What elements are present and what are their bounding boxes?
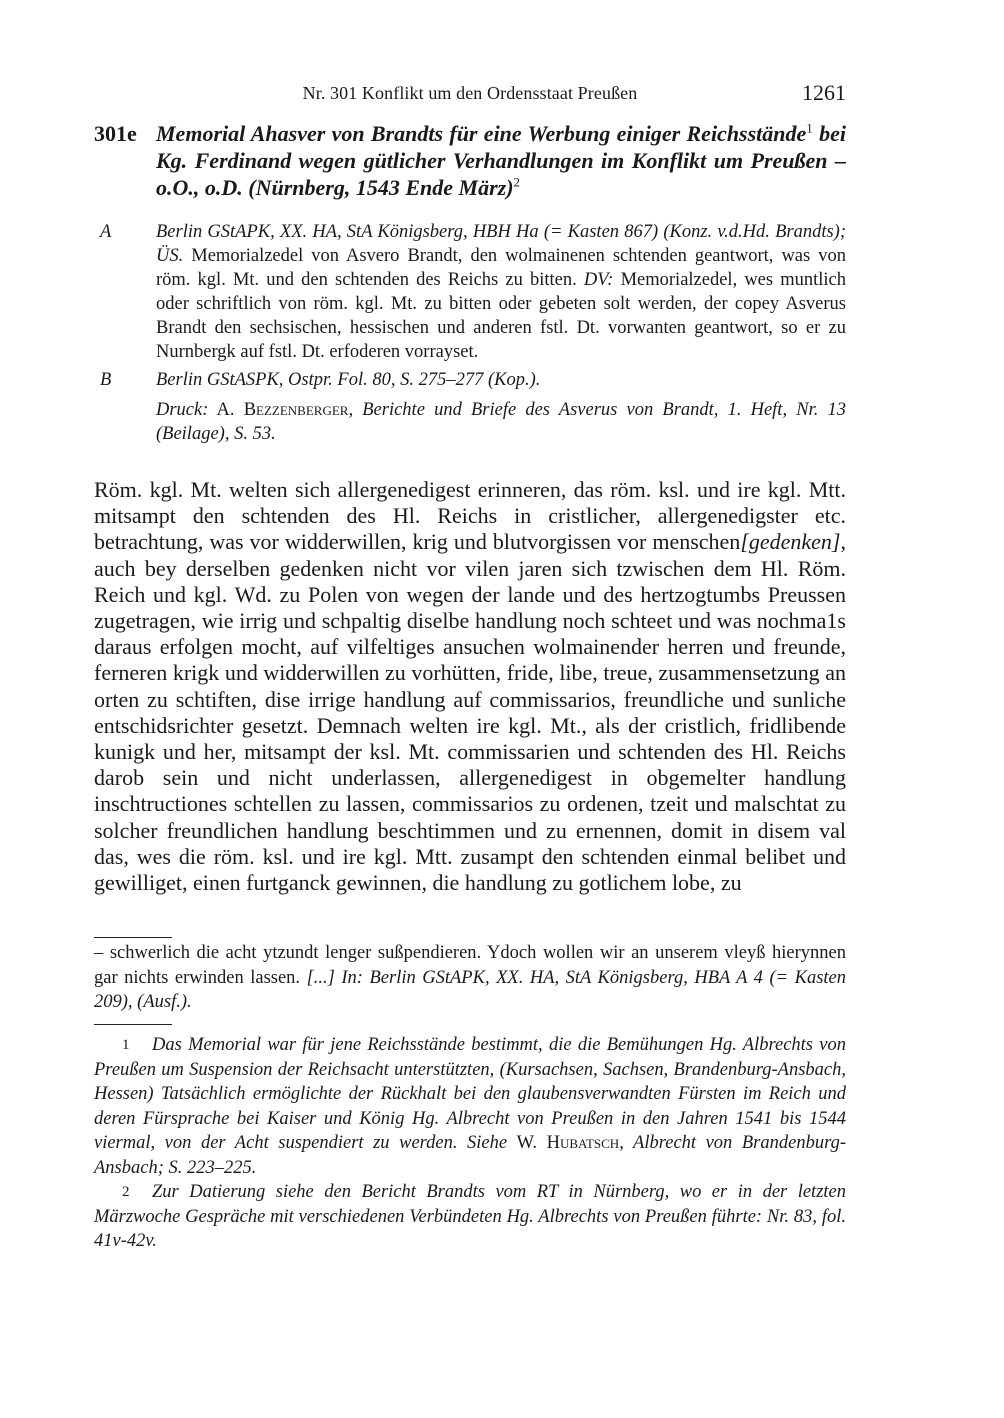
print-author: Bezzenberger [243,400,349,420]
running-title: Nr. 301 Konflikt um den Ordensstaat Preußen [302,83,638,103]
print-label: Druck: [156,400,209,420]
source-a-dv-label: DV: [583,270,614,290]
source-apparatus [94,220,846,450]
continued-note-source: [...] In: Berlin GStAPK, XX. HA, StA Königsberg, HBA A 4 (= Kasten 209), (Ausf.). [94,967,847,1012]
running-head [94,80,846,106]
main-text-part-1: Röm. kgl. Mt. welten sich allergenedigest erinneren, das röm. ksl. und ire kgl. Mtt. mitsampt den schtenden des Hl. Reichs in cristlicher, allergenedigster etc. betrachtung, was vor widderwillen, krig und blutvorgissen vor menschen [94,477,846,555]
footnote-rule [94,1024,172,1025]
source-a-text: Memorialzedel von Asvero Brandt, den wolmainenen schtenden geantwort, was von röm. kgl. Mt. und den schtenden des Reichs zu bitten. [156,246,846,290]
separator-rule [94,937,172,938]
footnote-1-author: Hubatsch [546,1133,620,1153]
continued-note-text: – schwerlich die acht ytzundt lenger sußpendieren. Ydoch wollen wir an unserem vleyß hierynnen gar nichts erwinden lassen. [94,943,846,988]
footnote-2-mark: 2 [122,1184,130,1200]
footnotes [94,1033,846,1254]
continued-note [94,941,846,1015]
source-a [94,220,846,364]
document-title [156,120,846,201]
footnote-ref-1: 1 [806,120,813,136]
footnote-ref-2: 2 [513,174,521,190]
main-text [94,477,846,896]
footnote-2 [94,1180,846,1254]
siglum-a: A [100,222,112,242]
print-rest: , Berichte und Briefe des Asverus von Brandt, 1. Heft, Nr. 13 (Beilage), S. 53. [156,400,846,444]
source-b [94,368,846,392]
footnote-1-rest: , Albrecht von Brandenburg-Ansbach; S. 223–225. [94,1133,846,1178]
document-title-continuation: bei Kg. Ferdinand wegen gütlicher Verhandlungen im Konflikt um Preußen – o.O., o.D. (Nürnberg, 1543 Ende März) [156,121,847,200]
document-title-text: Memorial Ahasver von Brandts für eine Werbung einiger Reichsstände [156,121,807,146]
main-text-part-2: , auch bey derselben gedenken nicht vor vilen jaren sich tzwischen dem Hl. Röm. Reich und kgl. Wd. zu Polen von wegen der lande und des hertzogtumbs Preussen zugetragen, wie irrig und schpaltig diselbe handlung noch schteet und was nochma1s daraus erfolgen mocht, auf vilfeltiges ansuchen wolmainender herren und freunde, ferneren krigk und widderwillen zu vorhütten, fride, libe, treue, zusammensetzung an orten zu schtiften, dise irrige handlung auf commissarios, freundliche und sunliche entschidsrichter gesetzt. Demnach welten ire kgl. Mt., als der cristlich, fridlibende kunigk und her, mitsampt der ksl. Mt. commissarien und schtenden des Hl. Reichs darob sein und nicht underlassen, allergenedigest in obgemelter handlung inschtructiones schtellen zu lassen, commissarios zu ordenen, tzeit und malschtat zu solcher freundlichen handlung beschtimmen und zu ernennen, domit in disem val das, wes die röm. ksl. und ire kgl. Mtt. zusampt den schtenden einmal belibet und gewilliget, einen furtganck gewinnen, die handlung zu gotlichem lobe, zu [94,529,846,896]
source-a-dv-text: Memorialzedel, wes muntlich oder schriftlich von röm. kgl. Mt. zu bitten oder gebeten solt werden, der copey Asverus Brandt den sechsischen, hessischen und anderen fstl. Dt. vorwanten geantwort, so er zu Nurnbergk auf fstl. Dt. erfoderen vorrayset. [156,270,846,362]
footnote-1-mark: 1 [122,1037,130,1053]
page-number: 1261 [802,80,846,105]
print-reference [94,398,846,446]
footnote-1-initial: W. [516,1133,547,1153]
footnote-2-text: Zur Datierung siehe den Bericht Brandts vom RT in Nürnberg, wo er in der letzten Märzwoche Gespräche mit verschiedenen Verbündeten Hg. Albrechts von Preußen führte: Nr. 83, fol. 41v-42v. [94,1182,846,1251]
emendation: [gedenken] [740,529,841,555]
source-b-archive: Berlin GStASPK, Ostpr. Fol. 80, S. 275–277 (Kop.). [156,370,541,390]
siglum-b: B [100,370,112,390]
document-number: 301e [94,121,137,146]
footnote-1-text: Das Memorial war für jene Reichsstände bestimmt, die die Bemühungen Hg. Albrechts von Preußen um Suspension der Reichsacht unterstützten, (Kursachsen, Sachsen, Brandenburg-Ansbach, Hessen) Tatsächlich ermöglichte der Rückhalt bei den glaubensverwandten Fürsten im Reich und deren Fürsprache bei Kaiser und König Hg. Albrecht von Preußen in den Jahren 1541 bis 1544 viermal, von der Acht suspendiert zu werden. Siehe [94,1035,846,1153]
source-a-archive: Berlin GStAPK, XX. HA, StA Königsberg, HBH Ha (= Kasten 867) (Konz. v.d.Hd. Brandts); ÜS. [156,222,846,266]
document-header [94,120,846,201]
footnote-1 [94,1033,846,1180]
print-initial: A. [208,400,244,420]
